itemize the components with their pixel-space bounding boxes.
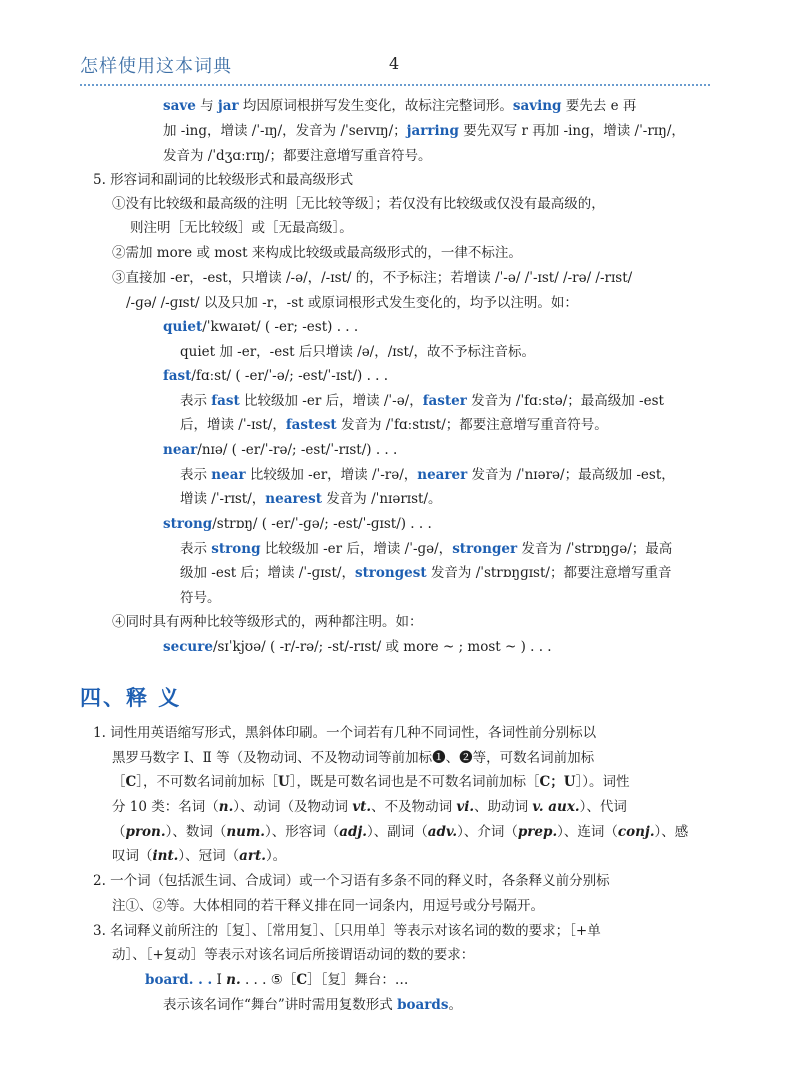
text-line: 2. 一个词（包括派生词、合成词）或一个习语有多条不同的释义时，各条释义前分别标 [93, 873, 610, 889]
text-line: 发音为 /ˈdʒɑːrɪŋ/；都要注意增写重音符号。 [163, 148, 432, 164]
text-line: 分 10 类：名词（n.）、动词（及物动词 vt.、不及物动词 vi.、助动词 v. aux.）、代词 [112, 799, 627, 815]
header-divider [80, 84, 710, 86]
text-line: 则注明［无比较级］或［无最高级］。 [130, 220, 353, 236]
text-line: 注①、②等。大体相同的若干释义排在同一词条内，用逗号或分号隔开。 [112, 898, 544, 914]
text-line: 表示 fast 比较级加 -er 后，增读 /ˈ-ə/，faster 发音为 /ˈfɑːstə/；最高级加 -est [180, 393, 664, 409]
text-line: （pron.）、数词（num.）、形容词（adj.）、副词（adv.）、介词（prep.）、连词（conj.）、感 [112, 824, 689, 840]
text-line: save 与 jar 均因原词根拼写发生变化，故标注完整词形。saving 要先去 e 再 [163, 98, 637, 114]
text-line: ［C］，不可数名词前加标［U］，既是可数名词也是不可数名词前加标［C；U］）。词性 [112, 774, 630, 790]
text-line: 符号。 [180, 590, 221, 606]
text-line: 增读 /ˈ-rɪst/，nearest 发音为 /ˈnɪərɪst/。 [180, 491, 442, 507]
section-heading: 四、释 义 [80, 686, 182, 710]
list-heading: 5. 形容词和副词的比较级形式和最高级形式 [93, 172, 354, 188]
text-line: 表示该名词作“舞台”讲时需用复数形式 boards。 [163, 997, 462, 1013]
text-line: quiet 加 -er，-est 后只增读 /ə/，/ɪst/，故不予标注音标。 [180, 344, 535, 360]
text-line: 1. 词性用英语缩写形式，黑斜体印刷。一个词若有几种不同词性，各词性前分别标以 [93, 725, 597, 741]
example-entry: near/nɪə/ ( -er/ˈ-rə/; -est/ˈ-rɪst/) . . . [163, 442, 398, 458]
text-line: 加 -ing，增读 /ˈ-ɪŋ/，发音为 /ˈseɪvɪŋ/；jarring 要先双写 r 再加 -ing，增读 /ˈ-rɪŋ/， [163, 123, 685, 139]
text-line: 级加 -est 后；增读 /ˈ-ɡɪst/，strongest 发音为 /ˈstrɒŋɡɪst/；都要注意增写重音 [180, 565, 672, 581]
text-line: ④同时具有两种比较等级形式的，两种都注明。如： [112, 614, 423, 630]
example-entry: fast/fɑːst/ ( -er/ˈ-ə/; -est/ˈ-ɪst/) . . . [163, 368, 389, 384]
text-line: 叹词（int.）、冠词（art.）。 [112, 848, 287, 864]
text-line: ③直接加 -er，-est，只增读 /-ə/，/-ɪst/ 的，不予标注；若增读 /ˈ-ə/ /ˈ-ɪst/ /-rə/ /-rɪst/ [112, 270, 633, 286]
page-number: 4 [389, 54, 400, 73]
running-header-title: 怎样使用这本词典 [80, 56, 232, 77]
text-line: 表示 strong 比较级加 -er 后，增读 /ˈ-ɡə/，stronger 发音为 /ˈstrɒŋɡə/；最高 [180, 541, 673, 557]
text-line: 黑罗马数字 Ⅰ、Ⅱ 等（及物动词、不及物动词等前加标❶、❷等，可数名词前加标 [112, 750, 595, 766]
example-entry: strong/strɒŋ/ ( -er/ˈ-ɡə/; -est/ˈ-ɡɪst/) . . . [163, 516, 432, 532]
text-line: ②需加 more 或 most 来构成比较级或最高级形式的，一律不标注。 [112, 245, 522, 261]
text-line: 动］、［+复动］等表示对该名词后所接谓语动词的数的要求： [112, 947, 475, 963]
text-line: 表示 near 比较级加 -er，增读 /ˈ-rə/，nearer 发音为 /ˈnɪərə/；最高级加 -est， [180, 467, 675, 483]
example-entry: quiet/ˈkwaɪət/ ( -er; -est) . . . [163, 319, 359, 335]
example-entry: secure/sɪˈkjʊə/ ( -r/-rə/; -st/-rɪst/ 或 more ~ ; most ~ ) . . . [163, 639, 552, 655]
text-line: 3. 名词释义前所注的［复］、［常用复］、［只用单］等表示对该名词的数的要求；［+单 [93, 923, 601, 939]
text-line: /-ɡə/ /-ɡɪst/ 以及只加 -r，-st 或原词根形式发生变化的，均予以注明。如： [126, 295, 578, 311]
text-line: 后，增读 /ˈ-ɪst/，fastest 发音为 /ˈfɑːstɪst/；都要注意增写重音符号。 [180, 417, 608, 433]
text-line: ①没有比较级和最高级的注明［无比较等级］；若仅没有比较级或仅没有最高级的， [112, 196, 605, 212]
example-entry: board. . . Ⅰ n. . . . ⑤［C］［复］舞台：… [145, 972, 409, 988]
